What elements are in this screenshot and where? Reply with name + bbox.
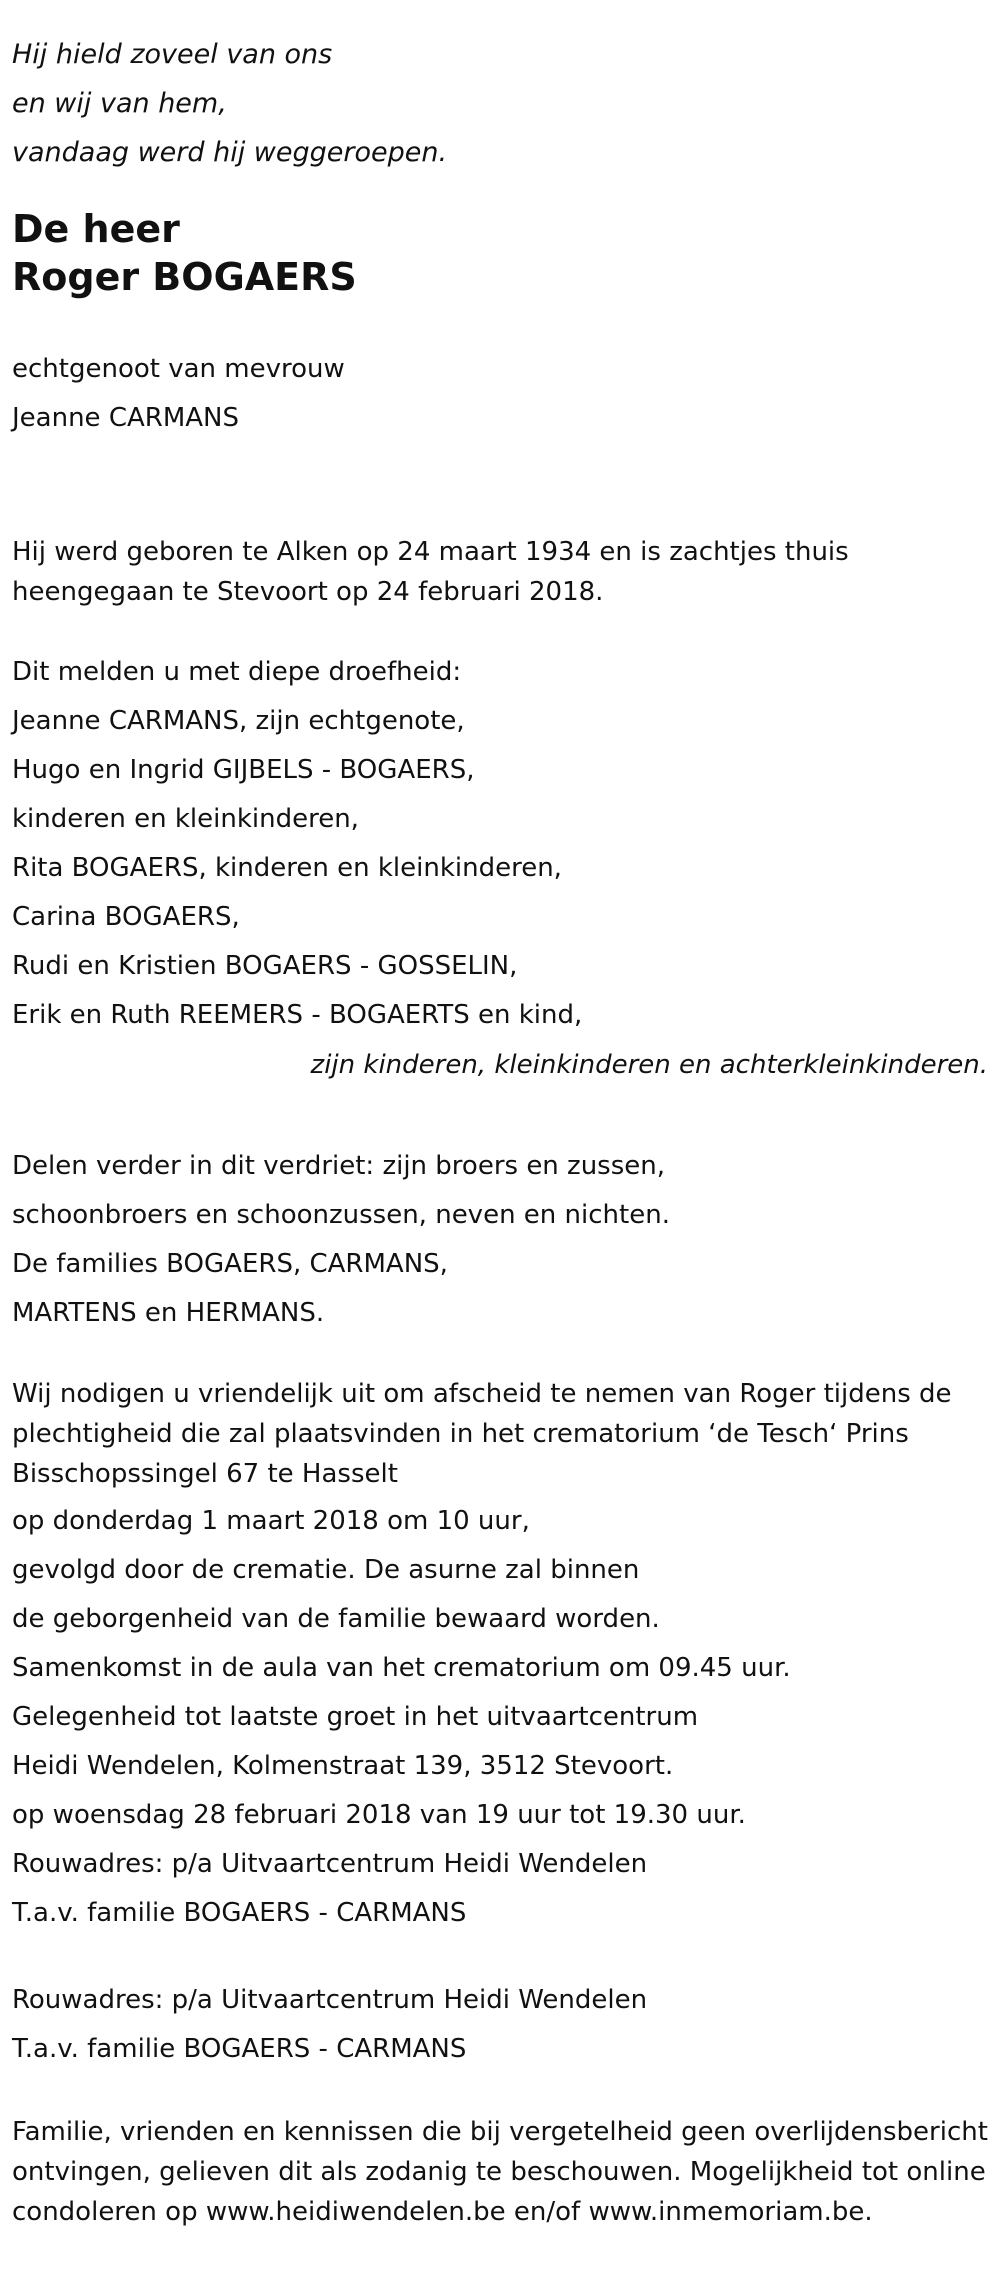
mourner-line: Hugo en Ingrid GIJBELS - BOGAERS, bbox=[12, 755, 475, 785]
ceremony-line: Samenkomst in de aula van het crematorium om 09.45 uur. bbox=[12, 1653, 791, 1683]
family-line: schoonbroers en schoonzussen, neven en nichten. bbox=[12, 1200, 670, 1230]
ceremony-line: de geborgenheid van de familie bewaard worden. bbox=[12, 1604, 660, 1634]
ceremony-line: op woensdag 28 februari 2018 van 19 uur tot 19.30 uur. bbox=[12, 1800, 746, 1830]
address-line: Rouwadres: p/a Uitvaartcentrum Heidi Wendelen bbox=[12, 1985, 648, 2015]
mourning-address bbox=[12, 1976, 647, 2074]
closing-paragraph: Familie, vrienden en kennissen die bij vergetelheid geen overlijdensbericht ontvingen, gelieven dit als zodanig te beschouwen. Mogelijkheid tot online condoleren op www.heidiwendelen.be en/of www.inmemoriam.be. bbox=[12, 2117, 988, 2227]
ceremony-line: op donderdag 1 maart 2018 om 10 uur, bbox=[12, 1506, 530, 1536]
mourner-line: Rita BOGAERS, kinderen en kleinkinderen, bbox=[12, 853, 562, 883]
ceremony-details bbox=[12, 1497, 791, 1938]
address-line: T.a.v. familie BOGAERS - CARMANS bbox=[12, 2034, 467, 2064]
poem-line: vandaag werd hij weggeroepen. bbox=[12, 137, 448, 168]
mourners-list bbox=[12, 648, 582, 1040]
mourner-line: Erik en Ruth REEMERS - BOGAERTS en kind, bbox=[12, 1000, 583, 1030]
deceased-title bbox=[12, 205, 357, 301]
ceremony-line: gevolgd door de crematie. De asurne zal binnen bbox=[12, 1555, 640, 1585]
ceremony-line: T.a.v. familie BOGAERS - CARMANS bbox=[12, 1898, 467, 1928]
mourner-line: Carina BOGAERS, bbox=[12, 902, 240, 932]
deceased-name: Roger BOGAERS bbox=[12, 255, 357, 299]
birth-paragraph: Hij werd geboren te Alken op 24 maart 1934 en is zachtjes thuis heengegaan te Stevoort op 24 februari 2018. bbox=[12, 537, 849, 607]
ceremony-line: Rouwadres: p/a Uitvaartcentrum Heidi Wendelen bbox=[12, 1849, 648, 1879]
invitation-paragraph: Wij nodigen u vriendelijk uit om afscheid te nemen van Roger tijdens de plechtigheid die zal plaatsvinden in het crematorium ‘de Tesch‘ Prins Bisschopssingel 67 te Hasselt bbox=[12, 1379, 952, 1489]
mourners-closing: zijn kinderen, kleinkinderen en achterkleinkinderen. bbox=[310, 1050, 988, 1080]
family-list bbox=[12, 1142, 670, 1338]
family-line: De families BOGAERS, CARMANS, bbox=[12, 1249, 448, 1279]
poem-line: en wij van hem, bbox=[12, 88, 227, 119]
mourner-line: Rudi en Kristien BOGAERS - GOSSELIN, bbox=[12, 951, 518, 981]
spouse-name: Jeanne CARMANS bbox=[12, 403, 239, 433]
spouse-label: echtgenoot van mevrouw bbox=[12, 354, 345, 384]
poem-line: Hij hield zoveel van ons bbox=[12, 39, 333, 70]
mourner-line: Jeanne CARMANS, zijn echtgenote, bbox=[12, 706, 465, 736]
family-line: MARTENS en HERMANS. bbox=[12, 1298, 325, 1328]
spouse-block bbox=[12, 345, 345, 443]
title-honorific: De heer bbox=[12, 207, 180, 251]
mourner-line: kinderen en kleinkinderen, bbox=[12, 804, 359, 834]
family-line: Delen verder in dit verdriet: zijn broers en zussen, bbox=[12, 1151, 666, 1181]
mourner-line: Dit melden u met diepe droefheid: bbox=[12, 657, 462, 687]
ceremony-line: Heidi Wendelen, Kolmenstraat 139, 3512 Stevoort. bbox=[12, 1751, 674, 1781]
poem bbox=[12, 30, 447, 177]
ceremony-line: Gelegenheid tot laatste groet in het uitvaartcentrum bbox=[12, 1702, 699, 1732]
